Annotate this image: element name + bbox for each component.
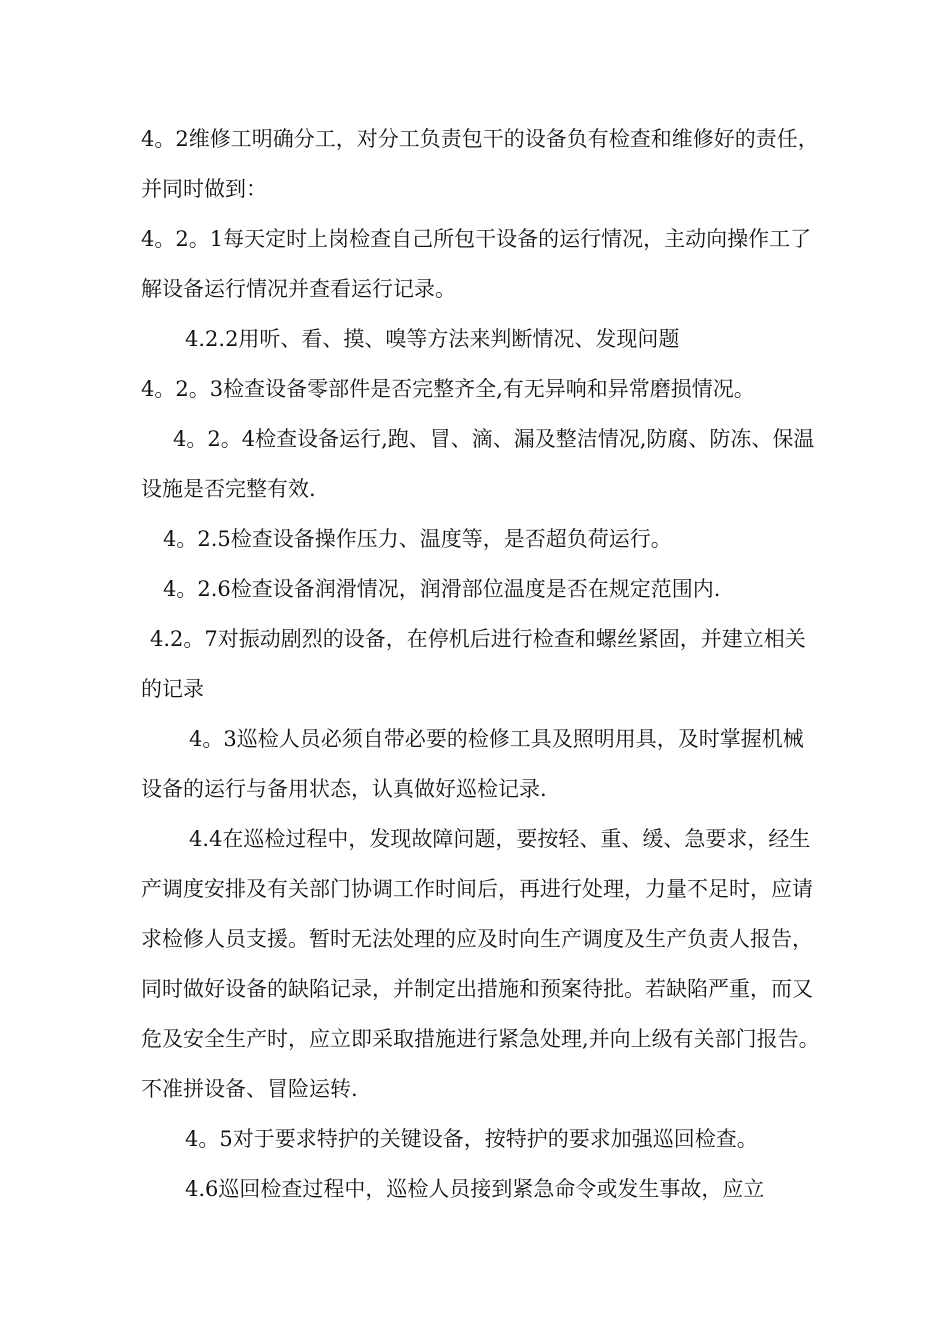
paragraph-4-2-6: 4。2.6检查设备润滑情况，润滑部位温度是否在规定范围内.	[163, 577, 721, 601]
paragraph-4-2-4: 4。2。4检查设备运行,跑、冒、滴、漏及整洁情况,防腐、防冻、保温设施是否完整有效.	[141, 427, 815, 501]
paragraph-4-2-3: 4。2。3检查设备零部件是否完整齐全,有无异响和异常磨损情况。	[141, 377, 755, 401]
paragraph-4-2-7: 4.2。7对振动剧烈的设备，在停机后进行检查和螺丝紧固，并建立相关的记录	[141, 627, 806, 701]
paragraph-4-5: 4。5对于要求特护的关键设备，按特护的要求加强巡回检查。	[185, 1127, 758, 1151]
paragraph-4-4: 4.4在巡检过程中，发现故障问题，要按轻、重、缓、急要求，经生产调度安排及有关部门协调工作时间后，再进行处理，力量不足时，应请求检修人员支援。暂时无法处理的应及时向生产调度及生产负责人报告，同时做好设备的缺陷记录，并制定出措施和预案待批。若缺陷严重，而又危及安全生产时，应立即采取措施进行紧急处理,并向上级有关部门报告。不准拼设备、冒险运转.	[141, 827, 820, 1101]
paragraph-4-2: 4。2维修工明确分工，对分工负责包干的设备负有检查和维修好的责任，并同时做到：	[141, 127, 819, 201]
paragraph-4-2-1: 4。2。1每天定时上岗检查自己所包干设备的运行情况，主动向操作工了解设备运行情况并查看运行记录。	[141, 227, 812, 301]
paragraph-4-2-2: 4.2.2用听、看、摸、嗅等方法来判断情况、发现问题	[185, 327, 680, 351]
paragraph-4-3: 4。3巡检人员必须自带必要的检修工具及照明用具，及时掌握机械设备的运行与备用状态，认真做好巡检记录.	[141, 727, 804, 801]
paragraph-4-2-5: 4。2.5检查设备操作压力、温度等，是否超负荷运行。	[163, 527, 672, 551]
paragraph-4-6: 4.6巡回检查过程中，巡检人员接到紧急命令或发生事故，应立	[185, 1177, 765, 1201]
